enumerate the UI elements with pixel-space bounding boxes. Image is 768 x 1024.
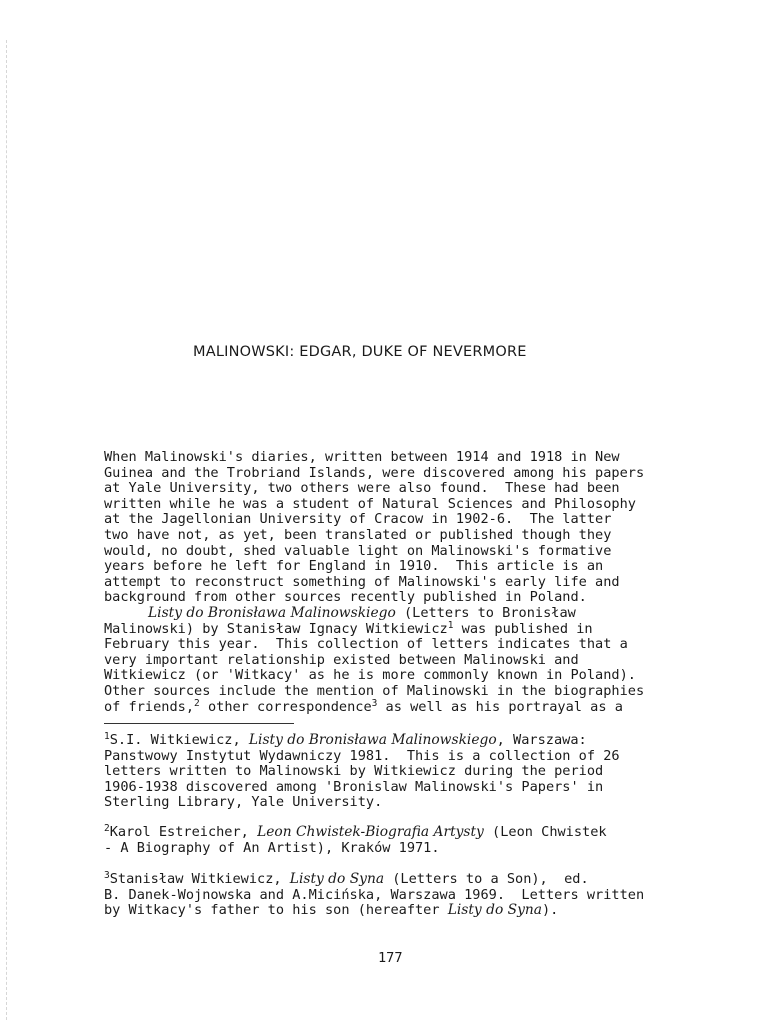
text-line	[104, 697, 724, 716]
footnote-number: 3	[104, 870, 110, 881]
text-line: 1906-1938 discovered among 'Bronislaw Malinowski's Papers' in	[104, 778, 604, 795]
text-segment: , Warszawa:	[496, 732, 587, 748]
text-segment: S.I. Witkiewicz,	[109, 732, 249, 748]
footnote-2	[104, 825, 724, 856]
text-line: Sterling Library, Yale University.	[104, 794, 383, 811]
text-segment: as well as his portrayal as a	[377, 698, 623, 715]
text-line: attempt to reconstruct something of Malinowski's early life and	[104, 573, 620, 590]
text-segment: (Letters to a Son), ed.	[384, 871, 589, 887]
page-number: 177	[378, 950, 403, 966]
text-line: years before he left for England in 1910. This article is an	[104, 558, 604, 575]
paragraph-2	[104, 606, 724, 715]
text-line: B. Danek-Wojnowska and A.Micińska, Warszawa 1969. Letters written	[104, 886, 645, 903]
text-line: very important relationship existed between Malinowski and	[104, 651, 579, 668]
text-line: Other sources include the mention of Malinowski in the biographies	[104, 682, 645, 699]
text-line: at the Jagellonian University of Cracow in 1902-6. The latter	[104, 511, 612, 528]
paragraph-1	[104, 450, 724, 606]
text-line: letters written to Malinowski by Witkiewicz during the period	[104, 763, 604, 780]
text-segment: by Witkacy's father to his son (hereafter	[104, 902, 448, 919]
text-segment: was published in	[453, 620, 593, 637]
text-segment: ).	[542, 902, 559, 919]
book-title: Leon Chwistek-Biografia Artysty	[257, 824, 484, 840]
text-line: Guinea and the Trobriand Islands, were discovered among his papers	[104, 464, 645, 481]
book-title: Listy do Bronisława Malinowskiego	[248, 732, 497, 748]
text-line: When Malinowski's diaries, written between 1914 and 1918 in New	[104, 449, 620, 465]
text-line: - A Biography of An Artist), Kraków 1971.	[104, 839, 440, 856]
text-segment: (Letters to Bronisław	[395, 604, 576, 621]
text-line	[104, 619, 724, 638]
footnote-number: 1	[104, 731, 110, 742]
text-line: background from other sources recently published in Poland.	[104, 589, 587, 606]
text-line: Panstwowy Instytut Wydawniczy 1981. This is a collection of 26	[104, 747, 620, 764]
text-segment: other correspondence	[199, 698, 372, 715]
text-segment: Malinowski) by Stanisław Ignacy Witkiewicz	[104, 620, 448, 637]
footnote-ref: 3	[371, 697, 378, 709]
scan-edge	[6, 40, 8, 1020]
text-line	[104, 903, 724, 919]
text-line: Witkiewicz (or 'Witkacy' as he is more commonly known in Poland).	[104, 667, 636, 684]
article-body	[104, 450, 724, 715]
text-segment: of friends,	[104, 698, 195, 715]
text-line	[104, 825, 724, 841]
book-title: Listy do Syna	[447, 902, 542, 919]
text-line: would, no doubt, shed valuable light on Malinowski's formative	[104, 542, 612, 559]
footnote-divider	[104, 723, 294, 724]
text-line: at Yale University, two others were also found. These had been	[104, 480, 620, 497]
book-title: Listy do Syna	[289, 871, 385, 887]
text-line	[104, 733, 724, 749]
footnote-ref: 2	[194, 697, 200, 709]
text-segment: (Leon Chwistek	[483, 824, 607, 840]
text-line: written while he was a student of Natural Sciences and Philosophy	[104, 495, 636, 512]
footnote-ref: 1	[447, 619, 454, 631]
text-line: two have not, as yet, been translated or published though they	[104, 526, 612, 543]
footnote-3	[104, 872, 724, 919]
footnote-number: 2	[104, 823, 110, 834]
footnote-1	[104, 733, 724, 811]
text-line	[104, 606, 724, 622]
text-line: February this year. This collection of letters indicates that a	[104, 636, 628, 653]
text-segment: Karol Estreicher,	[109, 824, 258, 840]
text-line	[104, 872, 724, 888]
text-segment: Stanisław Witkiewicz,	[109, 871, 290, 887]
book-title: Listy do Bronisława Malinowskiego	[148, 604, 396, 621]
page-title: MALINOWSKI: EDGAR, DUKE OF NEVERMORE	[193, 344, 527, 360]
